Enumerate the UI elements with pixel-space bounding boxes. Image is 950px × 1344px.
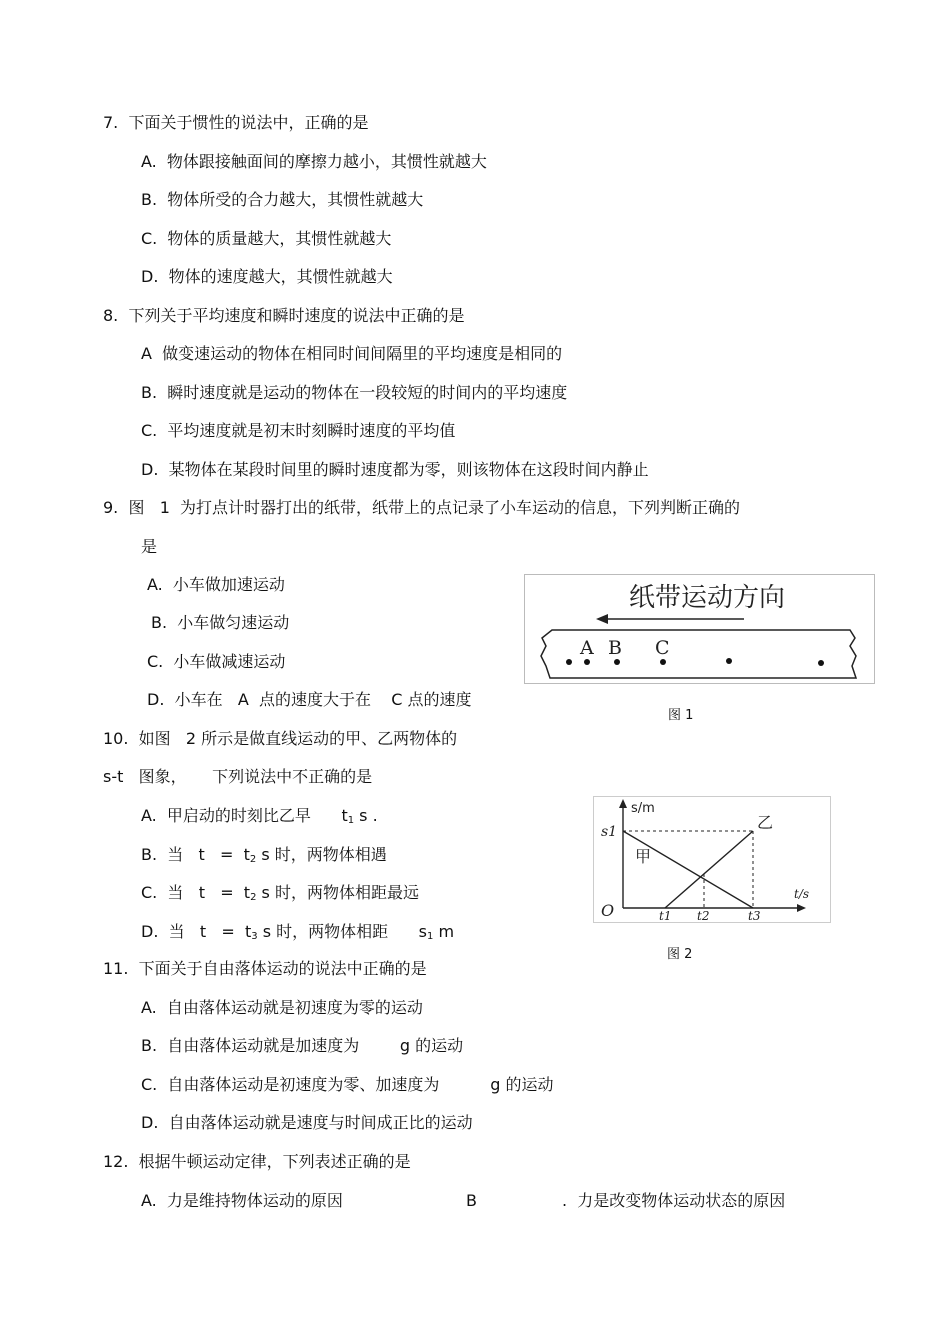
question-8-option-a: A 做变速运动的物体在相同时间间隔里的平均速度是相同的 — [141, 344, 563, 363]
question-7-stem: 7. 下面关于惯性的说法中，正确的是 — [103, 113, 369, 132]
x-axis-label: t/s — [794, 887, 810, 901]
question-11-option-d: D. 自由落体运动就是速度与时间成正比的运动 — [141, 1113, 473, 1132]
figure-2-frame — [594, 797, 831, 923]
series-yi-label: 乙 — [757, 813, 774, 832]
option-b-text: B. 当 t = t — [141, 845, 250, 864]
question-10-stem: 10. 如图 2 所示是做直线运动的甲、乙两物体的 — [103, 729, 458, 748]
subscript: 3 — [251, 931, 258, 942]
option-d-text: D. 当 t = t — [141, 922, 252, 941]
question-12-stem: 12. 根据牛顿运动定律，下列表述正确的是 — [103, 1152, 411, 1171]
question-11-option-c: C. 自由落体运动是初速度为零、加速度为 g 的运动 — [141, 1075, 554, 1094]
figure-2-caption: 图 2 — [667, 947, 693, 962]
tick-label-t3: t3 — [748, 909, 761, 923]
question-8-option-d: D. 某物体在某段时间里的瞬时速度都为零，则该物体在这段时间内静止 — [141, 460, 649, 479]
question-8-stem: 8. 下列关于平均速度和瞬时速度的说法中正确的是 — [103, 306, 465, 325]
question-10-option-d — [141, 922, 454, 945]
point-label-c: C — [655, 637, 670, 659]
tape-dot-b — [614, 659, 620, 665]
tick-label-t2: t2 — [697, 909, 710, 923]
option-b-text-end: s 时，两物体相遇 — [256, 845, 387, 864]
tick-label-t1: t1 — [659, 909, 672, 923]
y-axis-label: s/m — [631, 801, 655, 816]
question-9-option-b: B. 小车做匀速运动 — [151, 613, 290, 632]
question-9-option-a: A. 小车做加速运动 — [147, 575, 285, 594]
question-10-stem-continued: s-t 图象， 下列说法中不正确的是 — [103, 767, 373, 786]
option-a-text: A. 甲启动的时刻比乙早 t — [141, 806, 348, 825]
s1-label: s1 — [601, 824, 618, 840]
question-7-option-d: D. 物体的速度越大，其惯性就越大 — [141, 267, 393, 286]
tape-dot-c — [660, 659, 666, 665]
origin-label: O — [601, 901, 615, 920]
subscript: 1 — [426, 931, 434, 942]
tape-dot — [566, 659, 572, 665]
question-8-option-b: B. 瞬时速度就是运动的物体在一段较短的时间内的平均速度 — [141, 383, 568, 402]
question-11-option-a: A. 自由落体运动就是初速度为零的运动 — [141, 998, 423, 1017]
option-d-text-mid: s 时，两物体相距 s — [257, 922, 427, 941]
question-9-option-c: C. 小车做减速运动 — [147, 652, 286, 671]
option-d-text-end: m — [433, 922, 455, 941]
subscript: 2 — [249, 854, 257, 865]
question-7-option-c: C. 物体的质量越大，其惯性就越大 — [141, 229, 392, 248]
option-a-text-end: s . — [354, 806, 378, 825]
question-10-option-b — [141, 845, 387, 868]
question-12-option-b: . 力是改变物体运动状态的原因 — [562, 1191, 786, 1210]
tape-dot-a — [584, 659, 590, 665]
paper-tape-figure — [524, 574, 875, 684]
option-c-text: C. 当 t = t — [141, 883, 251, 902]
series-jia-label: 甲 — [635, 847, 652, 866]
tape-dot — [818, 660, 824, 666]
figure-1-caption: 图 1 — [668, 708, 694, 723]
tape-direction-label: 纸带运动方向 — [629, 583, 786, 613]
subscript: 1 — [347, 815, 355, 826]
question-12-option-b-letter: B — [466, 1191, 477, 1210]
question-10-option-c — [141, 883, 419, 906]
question-7-option-b: B. 物体所受的合力越大，其惯性就越大 — [141, 190, 424, 209]
question-9-stem-continued: 是 — [141, 537, 158, 556]
option-c-text-end: s 时，两物体相距最远 — [256, 883, 419, 902]
point-label-a: A — [580, 637, 594, 659]
question-11-option-b: B. 自由落体运动就是加速度为 g 的运动 — [141, 1036, 464, 1055]
s-t-graph-figure — [593, 796, 833, 924]
subscript: 2 — [250, 892, 257, 903]
question-9-stem: 9. 图 1 为打点计时器打出的纸带，纸带上的点记录了小车运动的信息，下列判断正确的 — [103, 498, 741, 517]
point-label-b: B — [608, 637, 622, 659]
question-7-option-a: A. 物体跟接触面间的摩擦力越小，其惯性就越大 — [141, 152, 487, 171]
question-9-option-d: D. 小车在 A 点的速度大于在 C 点的速度 — [147, 690, 472, 709]
question-11-stem: 11. 下面关于自由落体运动的说法中正确的是 — [103, 959, 427, 978]
question-10-option-a — [141, 806, 378, 829]
question-12-option-a: A. 力是维持物体运动的原因 — [141, 1191, 343, 1210]
question-8-option-c: C. 平均速度就是初末时刻瞬时速度的平均值 — [141, 421, 456, 440]
tape-dot — [726, 658, 732, 664]
